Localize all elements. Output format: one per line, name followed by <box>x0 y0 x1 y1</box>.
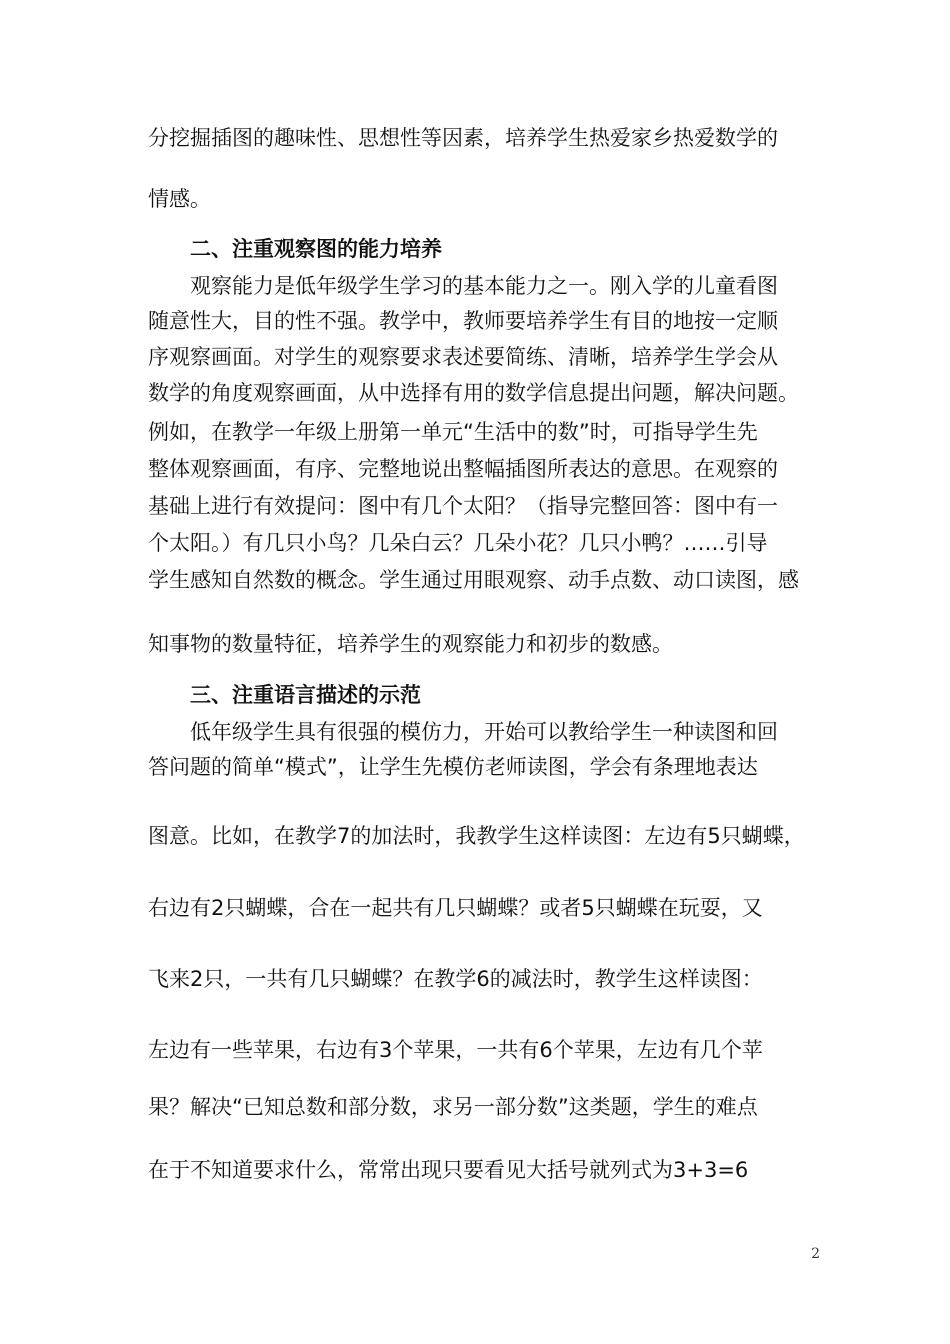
text-line: 左边有一些苹果，右边有3个苹果，一共有6个苹果，左边有几个苹 <box>148 1038 763 1062</box>
text-line: 果？解决“已知总数和部分数，求另一部分数”这类题，学生的难点 <box>148 1095 758 1119</box>
text-line: 随意性大，目的性不强。教学中，教师要培养学生有目的地按一定顺 <box>148 309 778 333</box>
text-line: 飞来2只，一共有几只蝴蝶？在教学6的减法时，教学生这样读图： <box>148 967 763 991</box>
text-line: 数学的角度观察画面，从中选择有用的数学信息提出问题，解决问题。 <box>148 381 799 405</box>
text-line: 整体观察画面，有序、完整地说出整幅插图所表达的意思。在观察的 <box>148 457 778 481</box>
text-line: 知事物的数量特征，培养学生的观察能力和初步的数感。 <box>148 632 673 656</box>
text-line: 情感。 <box>148 187 211 211</box>
text-line: 序观察画面。对学生的观察要求表述要简练、清晰，培养学生学会从 <box>148 345 778 369</box>
text-line: 个太阳。）有几只小鸟？几朵白云？几朵小花？几只小鸭？……引导 <box>148 531 768 555</box>
text-line: 基础上进行有效提问：图中有几个太阳？（指导完整回答：图中有一 <box>148 494 778 518</box>
text-line: 分挖掘插图的趣味性、思想性等因素，培养学生热爱家乡热爱数学的 <box>148 126 778 150</box>
text-line: 学生感知自然数的概念。学生通过用眼观察、动手点数、动口读图，感 <box>148 568 799 592</box>
text-line: 例如，在教学一年级上册第一单元“生活中的数”时，可指导学生先 <box>148 420 758 444</box>
section-heading: 二、注重观察图的能力培养 <box>190 237 442 261</box>
text-line: 在于不知道要求什么，常常出现只要看见大括号就列式为3+3=6 <box>148 1158 749 1182</box>
text-line: 右边有2只蝴蝶，合在一起共有几只蝴蝶？或者5只蝴蝶在玩耍，又 <box>148 896 763 920</box>
text-line: 低年级学生具有很强的模仿力，开始可以教给学生一种读图和回 <box>190 720 778 744</box>
text-line: 图意。比如，在教学7的加法时，我教学生这样读图：左边有5只蝴蝶， <box>148 824 805 848</box>
page-number: 2 <box>811 1246 820 1262</box>
text-line: 观察能力是低年级学生学习的基本能力之一。刚入学的儿童看图 <box>190 274 778 298</box>
section-heading: 三、注重语言描述的示范 <box>190 683 421 707</box>
text-line: 答问题的简单“模式”，让学生先模仿老师读图，学会有条理地表达 <box>148 755 758 779</box>
